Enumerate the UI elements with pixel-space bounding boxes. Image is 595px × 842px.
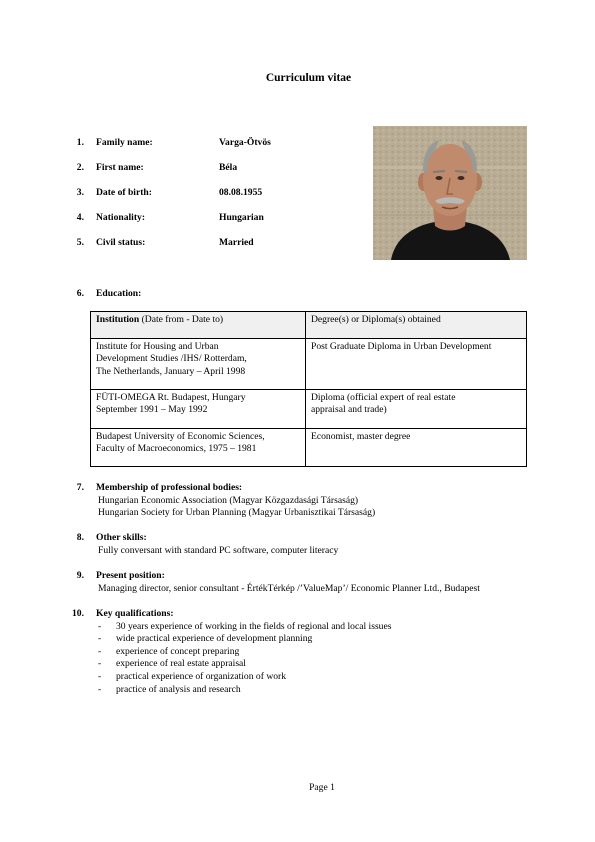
degree-cell [306,429,527,467]
cell-line: September 1991 – May 1992 [96,404,208,416]
nationality-value: Hungarian [219,212,264,223]
cell-line: Institute for Housing and Urban [96,341,219,352]
nationality-label: Nationality: [96,212,146,223]
table-row [91,429,527,467]
civil-status-label: Civil status: [96,237,146,248]
cell-line: The Netherlands, January – April 1998 [96,365,246,377]
position-line: Managing director, senior consultant - ÉrtékTérkép /’ValueMap’/ Economic Planner Ltd., Budapest [98,582,480,594]
degree-cell [306,390,527,429]
item-number: 10. [72,608,84,619]
cell-line: Development Studies /IHS/ Rotterdam, [96,353,247,365]
bullet-dash: - [98,633,102,645]
table-row [91,339,527,390]
item-number: 8. [76,532,84,543]
list-item: experience of real estate appraisal [116,658,246,670]
institution-cell [91,339,306,390]
item-number: 2. [76,162,84,173]
bullet-dash: - [98,683,102,695]
degree-cell [306,339,527,390]
qualifications-title: Key qualifications: [96,608,174,619]
cell-line: FÜTI-OMEGA Rt. Budapest, Hungary [96,392,246,403]
list-item: practice of analysis and research [116,683,241,695]
cell-line: appraisal and trade) [311,404,387,416]
portrait-photo [373,126,527,260]
document-title: Curriculum vitae [265,72,352,84]
institution-header-bold: Institution [96,314,140,325]
cell-line: Post Graduate Diploma in Urban Development [311,341,492,352]
position-title: Present position: [96,570,165,581]
page-number: Page 1 [309,782,335,793]
institution-column-header [91,312,306,339]
item-number: 1. [76,137,84,148]
membership-title: Membership of professional bodies: [96,482,243,493]
institution-cell [91,429,306,467]
education-table [90,311,527,467]
item-number: 7. [76,482,84,493]
family-name-value: Varga-Ötvös [219,137,271,148]
civil-status-value: Married [219,237,254,248]
degree-column-header: Degree(s) or Diploma(s) obtained [306,312,527,339]
institution-cell [91,390,306,429]
item-number: 5. [76,237,84,248]
list-item: wide practical experience of development planning [116,633,313,645]
membership-line: Hungarian Society for Urban Planning (Magyar Urbanisztikai Társaság) [98,507,376,519]
bullet-dash: - [98,645,102,657]
skills-line: Fully conversant with standard PC software, computer literacy [98,544,339,556]
institution-header-dates: (Date from - Date to) [139,314,224,325]
item-number: 3. [76,187,84,198]
cell-line: Faculty of Macroeconomics, 1975 – 1981 [96,443,257,455]
table-row [91,390,527,429]
bullet-dash: - [98,671,102,682]
bullet-dash: - [98,658,102,670]
portrait-illustration [373,126,527,260]
date-of-birth-label: Date of birth: [96,187,152,198]
cell-line: Diploma (official expert of real estate [311,392,456,403]
family-name-label: Family name: [96,137,153,148]
bullet-dash: - [98,620,102,632]
date-of-birth-value: 08.08.1955 [219,187,263,198]
list-item: experience of concept preparing [116,645,240,657]
item-number: 6. [76,288,84,299]
cell-line: Budapest University of Economic Sciences, [96,431,265,442]
list-item: practical experience of organization of work [116,671,287,682]
item-number: 9. [76,570,84,581]
membership-line: Hungarian Economic Association (Magyar Közgazdasági Társaság) [98,494,359,506]
item-number: 4. [76,212,84,223]
education-title: Education: [96,288,142,299]
first-name-label: First name: [96,162,144,173]
cell-line: Economist, master degree [311,431,411,442]
list-item: 30 years experience of working in the fields of regional and local issues [116,620,392,632]
table-header-row [91,312,527,339]
first-name-value: Béla [219,162,238,173]
skills-title: Other skills: [96,532,147,543]
